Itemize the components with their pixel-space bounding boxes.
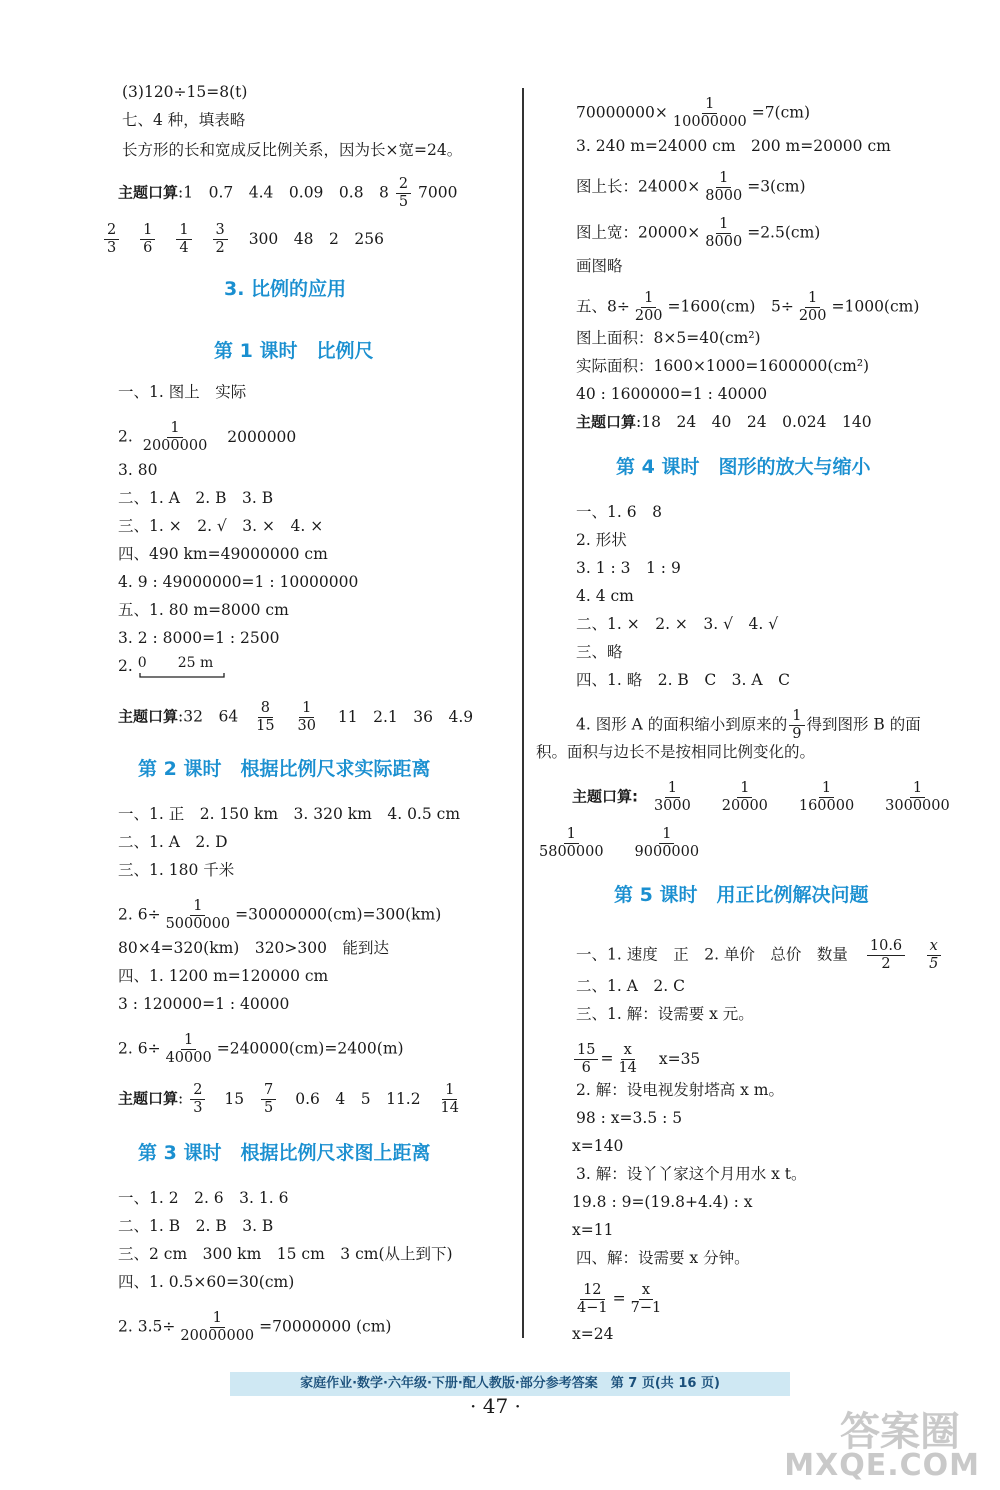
- answer-line: 40 : 1600000=1 : 40000: [576, 385, 768, 403]
- footer-banner: 家庭作业·数学·六年级·下册·配人教版·部分参考答案 第 7 页(共 16 页): [230, 1372, 790, 1396]
- fraction: $\frac{1}{14}$: [440, 1082, 459, 1116]
- answer-line: 画图略: [576, 257, 623, 275]
- scale-label-zero: 0: [137, 655, 147, 671]
- answer-line: x=11: [572, 1221, 614, 1239]
- answer-line: 一、1. 速度 正 2. 单价 总价 数量 $\frac{10.6}{2}$ $\frac{x}{5}$: [576, 938, 943, 973]
- fraction: $\frac{1}{5800000}$: [539, 826, 604, 860]
- answer-line: 3. 2 : 8000=1 : 2500: [118, 629, 280, 647]
- answer-line: 五、8÷ $\frac{1}{200}$ =1600(cm) 5÷ $\frac{1}{200}$ =1000(cm): [576, 290, 920, 324]
- answer-line: 4. 4 cm: [576, 587, 634, 605]
- answer-line: 二、1. A 2. C: [576, 977, 685, 995]
- answer-line: 长方形的长和宽成反比例关系，因为长×宽=24。: [122, 141, 463, 159]
- mental-math-line: [102, 222, 384, 257]
- fraction: $\frac{1}{3000}$: [653, 780, 691, 814]
- answer-line: 3. 解：设丫丫家这个月用水 x t。: [576, 1165, 807, 1183]
- answer-line: 98 : x=3.5 : 5: [576, 1109, 683, 1127]
- mental-math-line: 主题口算:18 24 40 24 0.024 140: [576, 413, 872, 431]
- fraction: $\frac{3}{2}$: [213, 222, 228, 257]
- fraction: $\frac{x}{7-1}$: [630, 1282, 662, 1316]
- fraction: $\frac{2}{3}$: [190, 1082, 205, 1117]
- fraction: $\frac{1}{200}$: [798, 290, 827, 324]
- mental-math-label: 主题口算: [118, 183, 179, 202]
- fraction: $\frac{10.6}{2}$: [867, 938, 905, 973]
- fraction: $\frac{1}{4}$: [176, 222, 191, 257]
- fraction: $\frac{1}{2000000}$: [142, 420, 208, 454]
- answer-line: 2. 6÷ $\frac{1}{5000000}$ =30000000(cm)=300(km): [118, 898, 442, 932]
- answer-line: 4. 9 : 49000000=1 : 10000000: [118, 573, 359, 591]
- scale-label-25m: 25 m: [177, 655, 214, 671]
- column-divider: [522, 88, 524, 1338]
- answer-line: 图上面积：8×5=40(cm²): [576, 329, 761, 347]
- section-title: 3. 比例的应用: [224, 278, 347, 300]
- answer-line: 二、1. A 2. B 3. B: [118, 489, 274, 507]
- fraction: $\frac{1}{9}$: [789, 708, 804, 743]
- answer-line: 3. 240 m=24000 cm 200 m=20000 cm: [576, 137, 891, 155]
- mental-math-values: 300 48 2 256: [248, 229, 384, 248]
- watermark-logo: 答案圈: [840, 1409, 960, 1455]
- mental-math-values: :1 0.7 4.4 0.09 0.8 8: [178, 183, 389, 202]
- answer-line: 2. 3.5÷ $\frac{1}{20000000}$ =70000000 (cm): [118, 1310, 392, 1344]
- lesson-title: 第 5 课时 用正比例解决问题: [614, 884, 869, 906]
- answer-line: 积。面积与边长不是按相同比例变化的。: [536, 743, 816, 761]
- fraction: $\frac{1}{6}$: [140, 222, 155, 257]
- answer-line: 3. 1 : 3 1 : 9: [576, 559, 681, 577]
- answer-line: 四、1. 0.5×60=30(cm): [118, 1273, 295, 1291]
- answer-line: 三、2 cm 300 km 15 cm 3 cm(从上到下): [118, 1245, 453, 1263]
- lesson-title: 第 3 课时 根据比例尺求图上距离: [138, 1142, 431, 1164]
- answer-line: 图上宽：20000× $\frac{1}{8000}$ =2.5(cm): [576, 216, 821, 250]
- answer-line: 3 : 120000=1 : 40000: [118, 995, 290, 1013]
- fraction: $\frac{x}{5}$: [926, 938, 941, 973]
- page-number: · 47 ·: [470, 1394, 521, 1418]
- answer-line: x=140: [572, 1137, 624, 1155]
- mental-math-line: [534, 826, 704, 861]
- answer-line: 实际面积：1600×1000=1600000(cm²): [576, 357, 870, 375]
- fraction: $\frac{7}{5}$: [261, 1082, 276, 1117]
- answer-line: 2. 6÷ $\frac{1}{40000}$ =240000(cm)=2400(m): [118, 1032, 404, 1066]
- mental-math-line: [118, 176, 458, 211]
- fraction: $\frac{1}{30}$: [297, 700, 316, 734]
- answer-line: 3. 80: [118, 461, 158, 479]
- answer-line: 19.8 : 9=(19.8+4.4) : x: [572, 1193, 753, 1211]
- answer-line: $\frac{12}{4-1}$ = $\frac{x}{7-1}$: [572, 1282, 666, 1317]
- answer-line: 三、1. 180 千米: [118, 861, 235, 879]
- answer-line: 70000000× $\frac{1}{10000000}$ =7(cm): [576, 96, 811, 130]
- mental-math-line: 主题口算: $\frac{1}{3000}$ $\frac{1}{20000}$ $\frac{1}{160000}$ $\frac{1}{3000000}$: [572, 780, 955, 815]
- answer-line: 四、1. 略 2. B C 3. A C: [576, 671, 790, 689]
- answer-line: 图上长：24000× $\frac{1}{8000}$ =3(cm): [576, 170, 806, 204]
- answer-line: 一、1. 图上 实际: [118, 383, 247, 401]
- mental-math-line: 主题口算:32 64 $\frac{8}{15}$ $\frac{1}{30}$ 11 2.1 36 4.9: [118, 700, 474, 734]
- answer-line: 2. $\frac{1}{2000000}$ 2000000: [118, 420, 297, 454]
- fraction: $\frac{1}{3000000}$: [885, 780, 950, 814]
- answer-line: 一、1. 正 2. 150 km 3. 320 km 4. 0.5 cm: [118, 805, 461, 823]
- answer-line: 三、1. 解：设需要 x 元。: [576, 1005, 754, 1023]
- lesson-title: 第 4 课时 图形的放大与缩小: [616, 456, 871, 478]
- fraction: $\frac{1}{5000000}$: [165, 898, 231, 932]
- fraction: $\frac{12}{4-1}$: [577, 1282, 608, 1316]
- answer-line: 三、略: [576, 643, 623, 661]
- fraction: $\frac{2}{5}$: [396, 176, 411, 211]
- answer-line: 2. 解：设电视发射塔高 x m。: [576, 1081, 785, 1099]
- fraction: $\frac{x}{14}$: [618, 1042, 637, 1076]
- mental-math-line: 主题口算: $\frac{2}{3}$ 15 $\frac{7}{5}$ 0.6 4 5 11.2 $\frac{1}{14}$: [118, 1082, 464, 1117]
- answer-line: 80×4=320(km) 320>300 能到达: [118, 939, 389, 957]
- fraction: $\frac{1}{9000000}$: [634, 826, 700, 860]
- answer-line: 二、1. A 2. D: [118, 833, 228, 851]
- answer-line: 一、1. 2 2. 6 3. 1. 6: [118, 1189, 289, 1207]
- fraction: $\frac{15}{6}$: [574, 1042, 598, 1077]
- answer-line: 二、1. × 2. × 3. √ 4. √: [576, 615, 779, 633]
- answer-line: 四、解：设需要 x 分钟。: [576, 1249, 750, 1267]
- fraction: $\frac{1}{160000}$: [798, 780, 855, 814]
- answer-line: x=24: [572, 1325, 614, 1343]
- answer-line: 四、1. 1200 m=120000 cm: [118, 967, 329, 985]
- fraction: $\frac{1}{20000000}$: [180, 1310, 255, 1344]
- answer-line: 一、1. 6 8: [576, 503, 662, 521]
- fraction: $\frac{1}{20000}$: [721, 780, 768, 814]
- answer-line: 2. 0 25 m: [118, 656, 226, 677]
- answer-line: $\frac{15}{6}$ = $\frac{x}{14}$ x=35: [572, 1042, 700, 1077]
- fraction: $\frac{2}{3}$: [104, 222, 119, 257]
- answer-line: 2. 形状: [576, 531, 627, 549]
- fraction: $\frac{1}{8000}$: [705, 170, 743, 204]
- fraction: $\frac{1}{200}$: [634, 290, 663, 324]
- mental-math-values: 7000: [418, 183, 458, 202]
- fraction: $\frac{1}{10000000}$: [672, 96, 747, 130]
- answer-line: 二、1. B 2. B 3. B: [118, 1217, 274, 1235]
- watermark-url: MXQE.COM: [784, 1448, 980, 1483]
- lesson-title: 第 2 课时 根据比例尺求实际距离: [138, 758, 431, 780]
- answer-line: (3)120÷15=8(t): [122, 83, 248, 101]
- fraction: $\frac{1}{40000}$: [165, 1032, 212, 1066]
- answer-line: 七、4 种，填表略: [122, 111, 246, 129]
- answer-line: 4. 图形 A 的面积缩小到原来的 $\frac{1}{9}$ 得到图形 B 的面: [576, 708, 921, 742]
- answer-line: 三、1. × 2. √ 3. × 4. ×: [118, 517, 324, 535]
- lesson-title: 第 1 课时 比例尺: [214, 340, 374, 362]
- fraction: $\frac{8}{15}$: [256, 700, 275, 734]
- answer-line: 五、1. 80 m=8000 cm: [118, 601, 289, 619]
- answer-line: 四、490 km=49000000 cm: [118, 545, 328, 563]
- scale-bar: [138, 657, 226, 677]
- fraction: $\frac{1}{8000}$: [705, 216, 743, 250]
